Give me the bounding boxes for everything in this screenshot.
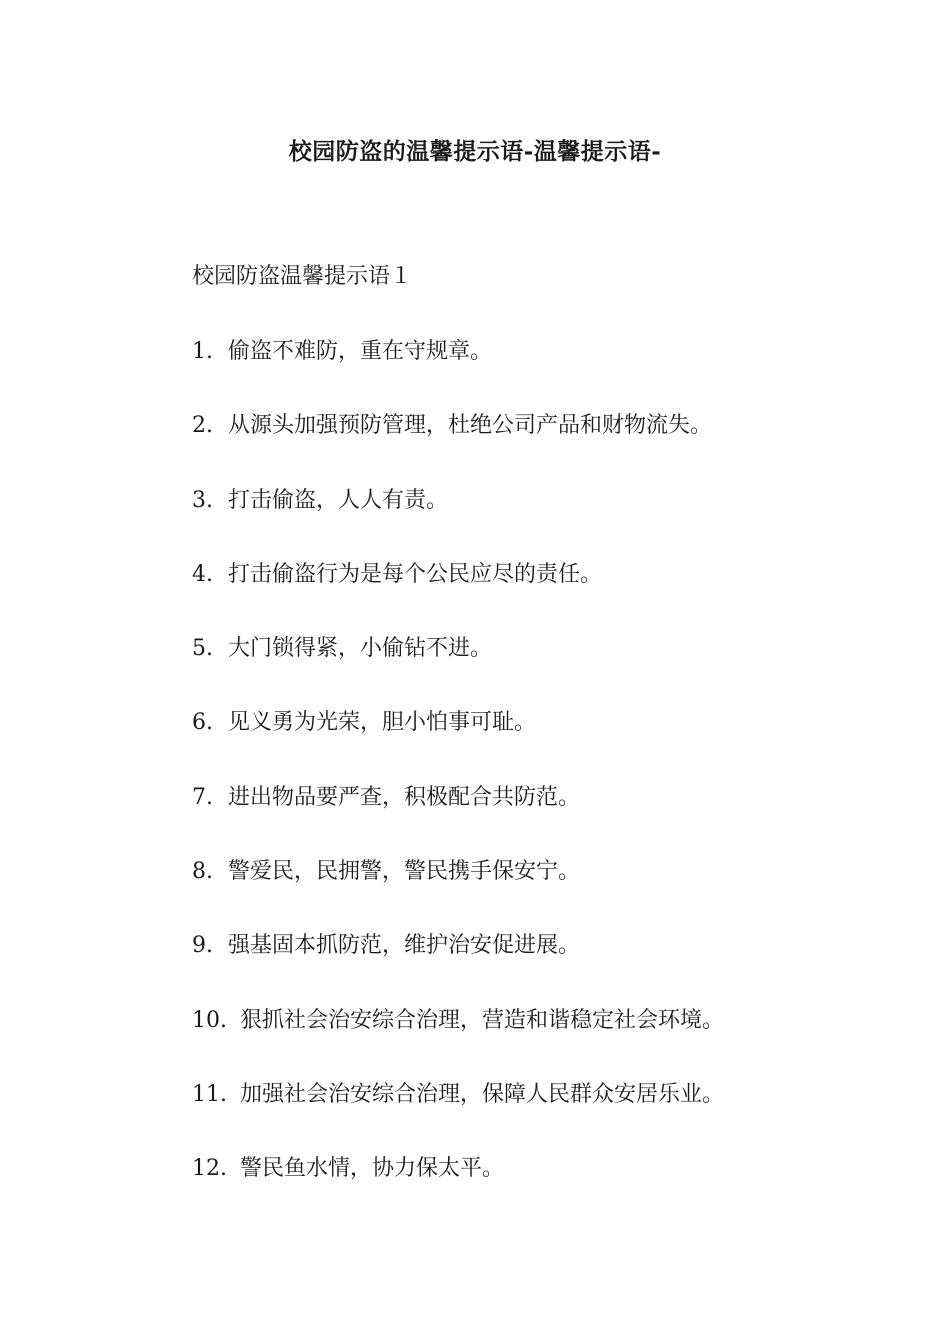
item-text: 打击偷盗行为是每个公民应尽的责任。	[228, 561, 603, 587]
item-number: 2.	[192, 413, 213, 439]
item-number: 5.	[192, 636, 213, 662]
document-title: 校园防盗的温馨提示语-温馨提示语-	[288, 138, 662, 165]
list-item	[192, 1154, 724, 1228]
list-item	[192, 634, 724, 708]
item-text: 加强社会治安综合治理，保障人民群众安居乐业。	[240, 1081, 725, 1107]
item-number: 4.	[192, 561, 213, 587]
item-text: 强基固本抓防范，维护治安促进展。	[228, 933, 581, 959]
item-text: 从源头加强预防管理，杜绝公司产品和财物流失。	[228, 413, 713, 439]
list-item	[192, 857, 724, 931]
item-text: 打击偷盗，人人有责。	[228, 487, 449, 513]
item-number: 1.	[192, 339, 213, 364]
list-item	[192, 560, 724, 634]
item-number: 11.	[192, 1081, 227, 1107]
list-item	[192, 931, 724, 1005]
item-number: 7.	[192, 784, 213, 810]
item-text: 偷盗不难防，重在守规章。	[228, 339, 493, 364]
item-number: 6.	[192, 710, 213, 736]
item-number: 12.	[192, 1156, 227, 1182]
item-text: 见义勇为光荣，胆小怕事可耻。	[228, 710, 537, 736]
list-item	[192, 708, 724, 782]
list-item	[192, 337, 724, 411]
item-text: 警爱民，民拥警，警民携手保安宁。	[228, 859, 581, 885]
item-text: 警民鱼水情，协力保太平。	[240, 1156, 505, 1182]
section-heading: 校园防盗温馨提示语１	[192, 264, 413, 289]
tips-list	[192, 337, 724, 1229]
list-item	[192, 1080, 724, 1154]
list-item	[192, 1006, 724, 1080]
list-item	[192, 783, 724, 857]
list-item	[192, 411, 724, 485]
item-text: 进出物品要严查，积极配合共防范。	[228, 784, 581, 810]
list-item	[192, 486, 724, 560]
item-number: 3.	[192, 487, 213, 513]
item-number: 10.	[192, 1007, 227, 1033]
item-text: 大门锁得紧，小偷钻不进。	[228, 636, 493, 662]
item-number: 8.	[192, 859, 213, 885]
item-number: 9.	[192, 933, 213, 959]
item-text: 狠抓社会治安综合治理，营造和谐稳定社会环境。	[240, 1007, 725, 1033]
